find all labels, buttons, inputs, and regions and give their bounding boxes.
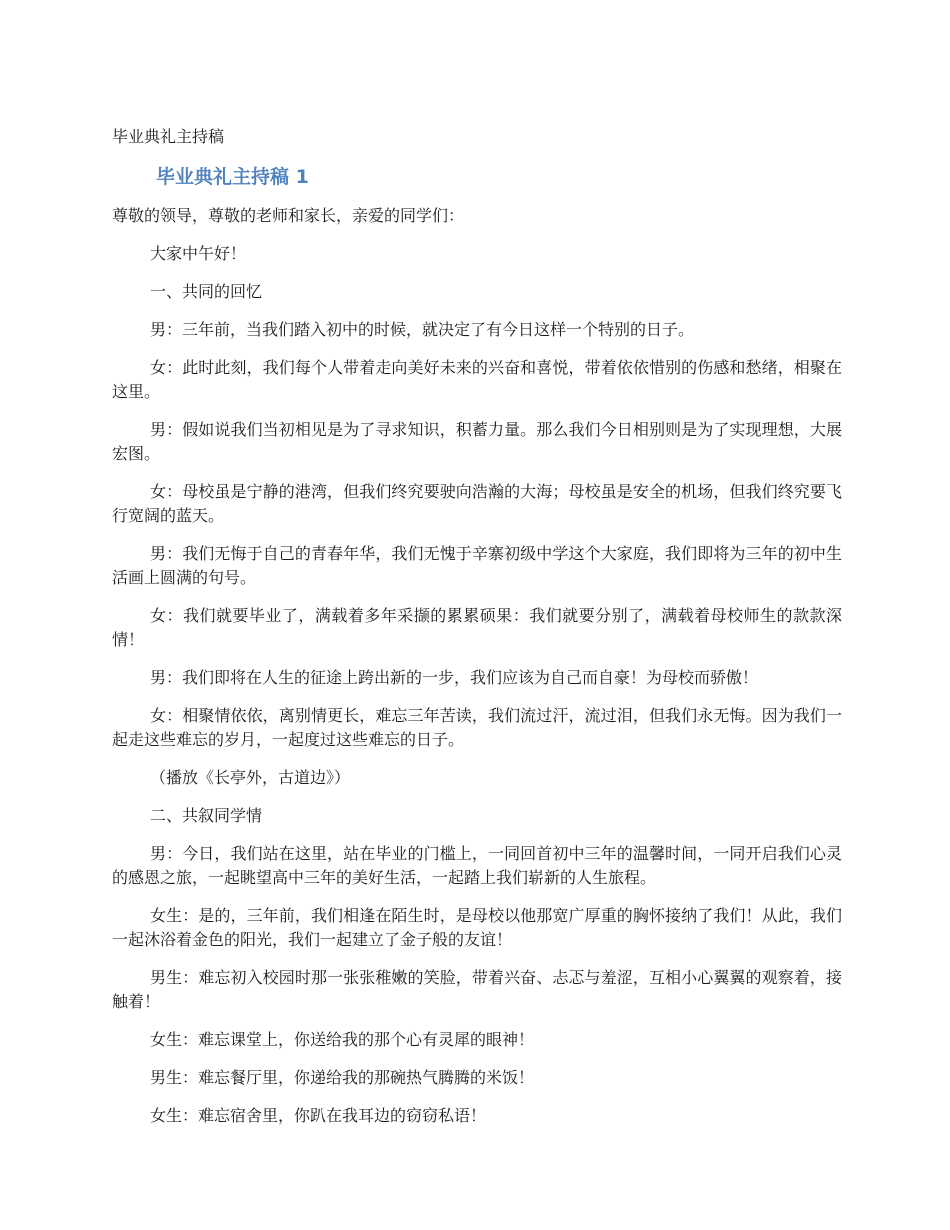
paragraph: 男：三年前，当我们踏入初中的时候，就决定了有今日这样一个特别的日子。 (150, 320, 695, 339)
paragraph: 男：我们无悔于自己的青春年华，我们无愧于辛寨初级中学这个大家庭，我们即将为三年的初中生活画上圆满的句号。 (112, 544, 842, 587)
paragraph-section-one: 一、共同的回忆 (150, 282, 263, 301)
document-body (112, 204, 842, 1142)
paragraph-greeting: 大家中午好！ (150, 244, 247, 263)
paragraph: 男：我们即将在人生的征途上跨出新的一步，我们应该为自己而自豪！为母校而骄傲！ (150, 668, 759, 687)
paragraph: 女生：是的，三年前，我们相逢在陌生时，是母校以他那宽广厚重的胸怀接纳了我们！从此，我们一起沐浴着金色的阳光，我们一起建立了金子般的友谊！ (112, 906, 842, 949)
paragraph-section-two: 二、共叙同学情 (150, 806, 263, 825)
paragraph: 女：我们就要毕业了，满载着多年采撷的累累硕果：我们就要分别了，满载着母校师生的款款深情！ (112, 606, 842, 649)
paragraph-salutation: 尊敬的领导，尊敬的老师和家长，亲爱的同学们： (112, 206, 465, 225)
paragraph: 女：母校虽是宁静的港湾，但我们终究要驶向浩瀚的大海；母校虽是安全的机场，但我们终究要飞行宽阔的蓝天。 (112, 482, 842, 525)
paragraph: 女：相聚情依依，离别情更长，难忘三年苦读，我们流过汗，流过泪，但我们永无悔。因为我们一起走这些难忘的岁月，一起度过这些难忘的日子。 (112, 706, 842, 749)
paragraph: 男生：难忘初入校园时那一张张稚嫩的笑脸，带着兴奋、忐忑与羞涩，互相小心翼翼的观察着，接触着！ (112, 968, 842, 1011)
section-heading: 毕业典礼主持稿 1 (156, 166, 309, 188)
paragraph: 男：假如说我们当初相见是为了寻求知识，积蓄力量。那么我们今日相别则是为了实现理想，大展宏图。 (112, 420, 842, 463)
document-title: 毕业典礼主持稿 (112, 127, 225, 146)
paragraph: 男：今日，我们站在这里，站在毕业的门槛上，一同回首初中三年的温馨时间，一同开启我们心灵的感恩之旅，一起眺望高中三年的美好生活，一起踏上我们崭新的人生旅程。 (112, 844, 842, 887)
paragraph-stage-direction: （播放《长亭外，古道边》） (150, 768, 351, 787)
paragraph: 女：此时此刻，我们每个人带着走向美好未来的兴奋和喜悦，带着依依惜别的伤感和愁绪，相聚在这里。 (112, 358, 842, 401)
paragraph: 女生：难忘宿舍里，你趴在我耳边的窃窃私语！ (150, 1106, 487, 1125)
paragraph: 男生：难忘餐厅里，你递给我的那碗热气腾腾的米饭！ (150, 1068, 535, 1087)
paragraph: 女生：难忘课堂上，你送给我的那个心有灵犀的眼神！ (150, 1030, 535, 1049)
